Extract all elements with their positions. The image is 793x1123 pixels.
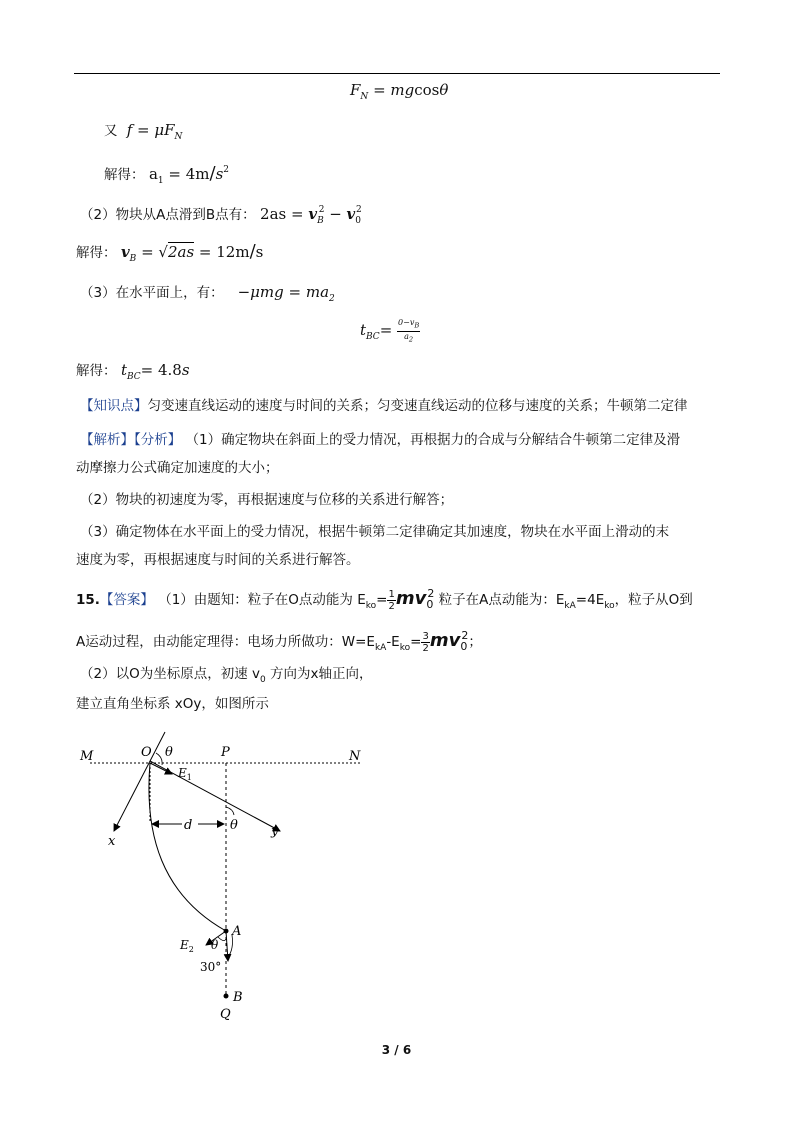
question-number: 15. [76, 592, 100, 608]
label-a: A [232, 924, 242, 939]
header-rule [74, 73, 720, 74]
knowledge-point [80, 396, 688, 416]
label-theta-p: θ [230, 818, 238, 833]
formula-tbc-result: 解得： $t_{BC}= 4.8s$ [76, 361, 190, 382]
formula-fn: $F_N = mgcos\theta$ [350, 81, 449, 102]
label-b: B [233, 990, 243, 1005]
label-e2: $E_2$ [180, 938, 194, 954]
analysis-text-1: （1）确定物块在斜面上的受力情况，再根据力的合成与分解结合牛顿第二定律及滑 [185, 432, 681, 448]
label-q: Q [220, 1007, 231, 1022]
q15-text-g: 方向为x轴正向， [270, 666, 373, 682]
q15-text-b: 粒子在A点动能为：E [438, 592, 565, 608]
x-axis [114, 732, 165, 831]
label-d: d [184, 818, 193, 833]
knowledge-text: 匀变速直线运动的速度与时间的关系；匀变速直线运动的位移与速度的关系；牛顿第二定律 [147, 398, 688, 414]
theta-arc-p [226, 807, 234, 815]
label-o: O [141, 745, 152, 760]
formula-tbc: $t_{BC}=$ $\frac{0-v_B}{a_2}$ [360, 318, 420, 344]
label-n: N [349, 749, 361, 764]
formula-friction: 又 $f = \mu F_N$ [104, 121, 183, 142]
label-theta-a: θ [211, 938, 219, 952]
label-p: P [221, 745, 230, 760]
coordinate-diagram [70, 725, 390, 1025]
formula-a1: 解得： $a_1 = 4m/s^2$ [104, 163, 230, 186]
formula-p3: （3）在水平面上，有： $-\mu mg = ma_2$ [80, 283, 335, 304]
analysis-sub-tag: 【分析】 [134, 432, 182, 448]
formula-vb: 解得： $v_B = √2as = 12m/s$ [76, 241, 264, 264]
knowledge-tag: 【知识点】 [80, 398, 148, 414]
solve-label-3: 解得： [76, 363, 117, 379]
analysis-line-2: 动摩擦力公式确定加速度的大小； [76, 460, 279, 476]
q15-line-2: A运动过程，由动能定理得：电场力所做功：$W=E_{kA}-E_{ko}=$ $\frac{3}{2}$ $mv_0^2$； [76, 629, 482, 654]
trajectory-curve [149, 763, 226, 931]
formula-p2: （2）物块从A点滑到B点有： $2as = v_B^2 - v_0^2$ [80, 205, 362, 226]
label-m: M [80, 749, 94, 764]
analysis-tag: 【解析】 [80, 432, 134, 448]
label-30: 30° [200, 960, 222, 974]
q15-text-c: =4E [575, 592, 605, 608]
q15-text-a: （1）由题知：粒子在O点动能为 E [158, 592, 366, 608]
p2-text: （2）物块从A点滑到B点有： [80, 207, 256, 223]
e1-arrow [150, 763, 172, 774]
label-theta-o: θ [165, 745, 173, 760]
y-axis [150, 761, 280, 831]
analysis-line-1 [80, 430, 680, 450]
solve-label-2: 解得： [76, 245, 117, 261]
point-b [224, 994, 229, 999]
analysis-line-3: （2）物块的初速度为零，再根据速度与位移的关系进行解答； [80, 492, 454, 508]
label-y: y [271, 824, 279, 839]
q15-line-3: （2）以O为坐标原点，初速 $v_0$ 方向为x轴正向， [80, 666, 373, 685]
analysis-line-5: 速度为零，再根据速度与时间的关系进行解答。 [76, 552, 360, 568]
answer-tag: 【答案】 [99, 592, 154, 608]
q15-line-1: 15.【答案】 （1）由题知：粒子在O点动能为 $E_{ko}=$ $\frac{1}{2}$ $mv_0^2$ 粒子在A点动能为：$E_{kA}=4E_{ko}$，粒子从O到 [76, 587, 693, 612]
q15-line-4: 建立直角坐标系 xOy，如图所示 [76, 696, 269, 712]
friction-prefix: 又 [104, 123, 118, 139]
p3-text: （3）在水平面上，有： [80, 285, 224, 301]
label-x: x [108, 834, 116, 849]
page-number: 3 / 6 [381, 1043, 412, 1057]
label-e1: $E_1$ [178, 766, 192, 782]
q15-text-e: A运动过程，由动能定理得：电场力所做功：W=E [76, 634, 375, 650]
analysis-line-4: （3）确定物体在水平面上的受力情况，根据牛顿第二定律确定其加速度，物块在水平面上滑动的末 [80, 524, 670, 540]
q15-text-d: ，粒子从O到 [614, 592, 693, 608]
solve-label: 解得： [104, 167, 145, 183]
q15-text-f: （2）以O为坐标原点，初速 v [80, 666, 260, 682]
theta-arc-a [218, 937, 226, 941]
